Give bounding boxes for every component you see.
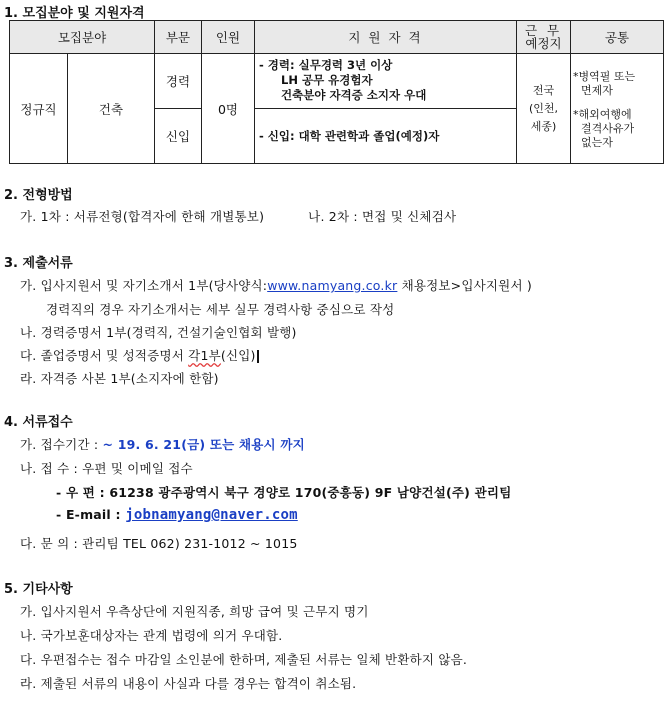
- cell-common: *병역필 또는 면제자 *해외여행에 결격사유가 없는자: [571, 54, 664, 164]
- s5-line-d: 라. 제출된 서류의 내용이 사실과 다를 경우는 합격이 취소됨.: [20, 676, 357, 691]
- cell-field: 건축: [68, 54, 155, 164]
- s5-line-b: 나. 국가보훈대상자는 관계 법령에 의거 우대함.: [20, 628, 283, 643]
- text-cursor: [257, 350, 259, 363]
- cell-qual-experienced: - 경력: 실무경력 3년 이상 LH 공무 유경험자 건축분야 자격증 소지자 우대: [255, 54, 517, 109]
- cell-type: 정규직: [10, 54, 68, 164]
- cell-part-experienced: 경력: [155, 54, 202, 109]
- company-url-link[interactable]: www.namyang.co.kr: [267, 278, 398, 293]
- header-qualification: 지 원 자 격: [255, 21, 517, 54]
- cell-location: 전국 (인천, 세종): [517, 54, 571, 164]
- s5-line-c: 다. 우편접수는 접수 마감일 소인분에 한하며, 제출된 서류는 일체 반환하지 않음.: [20, 652, 468, 667]
- recruit-table: [9, 20, 664, 164]
- header-field: 모집분야: [10, 21, 155, 54]
- s3-line-a-cont: 경력직의 경우 자기소개서는 세부 실무 경력사항 중심으로 작성: [46, 302, 395, 317]
- s3-line-c: 다. 졸업증명서 및 성적증명서 각1부(신입): [20, 346, 259, 364]
- cell-part-new: 신입: [155, 109, 202, 164]
- section-5-title: 5. 기타사항: [4, 582, 73, 597]
- s4-period: 가. 접수기간 : ~ 19. 6. 21(금) 또는 채용시 까지: [20, 437, 305, 452]
- s3-line-a: 가. 입사지원서 및 자기소개서 1부(당사양식:www.namyang.co.kr 채용정보>입사지원서 ): [20, 278, 532, 293]
- cell-qual-new: - 신입: 대학 관련학과 졸업(예정)자: [255, 109, 517, 164]
- s4-inquiry: 다. 문 의 : 관리팀 TEL 062) 231-1012 ~ 1015: [20, 536, 298, 551]
- section-4-title: 4. 서류접수: [4, 415, 73, 430]
- email-link[interactable]: jobnamyang@naver.com: [125, 507, 298, 523]
- header-common: 공통: [571, 21, 664, 54]
- section-1-title: 1. 모집분야 및 지원자격: [4, 6, 145, 21]
- header-location: 근 무 예정지: [517, 21, 571, 54]
- s5-line-a: 가. 입사지원서 우측상단에 지원직종, 희망 급여 및 근무지 명기: [20, 604, 369, 619]
- s4-method: 나. 접 수 : 우편 및 이메일 접수: [20, 461, 193, 476]
- section-2-title: 2. 전형방법: [4, 188, 73, 203]
- s4-post: - 우 편 : 61238 광주광역시 북구 경양로 170(중흥동) 9F 남양건설(주) 관리팀: [56, 485, 512, 500]
- s3-line-b: 나. 경력증명서 1부(경력직, 건설기술인협회 발행): [20, 325, 297, 340]
- header-part: 부문: [155, 21, 202, 54]
- s4-email: - E-mail : jobnamyang@naver.com: [56, 507, 298, 523]
- s2-line-1: 가. 1차 : 서류전형(합격자에 한해 개별통보) 나. 2차 : 면접 및 신체검사: [20, 209, 457, 224]
- header-headcount: 인원: [202, 21, 255, 54]
- cell-headcount: 0명: [202, 54, 255, 164]
- section-3-title: 3. 제출서류: [4, 256, 73, 271]
- s3-line-d: 라. 자격증 사본 1부(소지자에 한함): [20, 371, 219, 386]
